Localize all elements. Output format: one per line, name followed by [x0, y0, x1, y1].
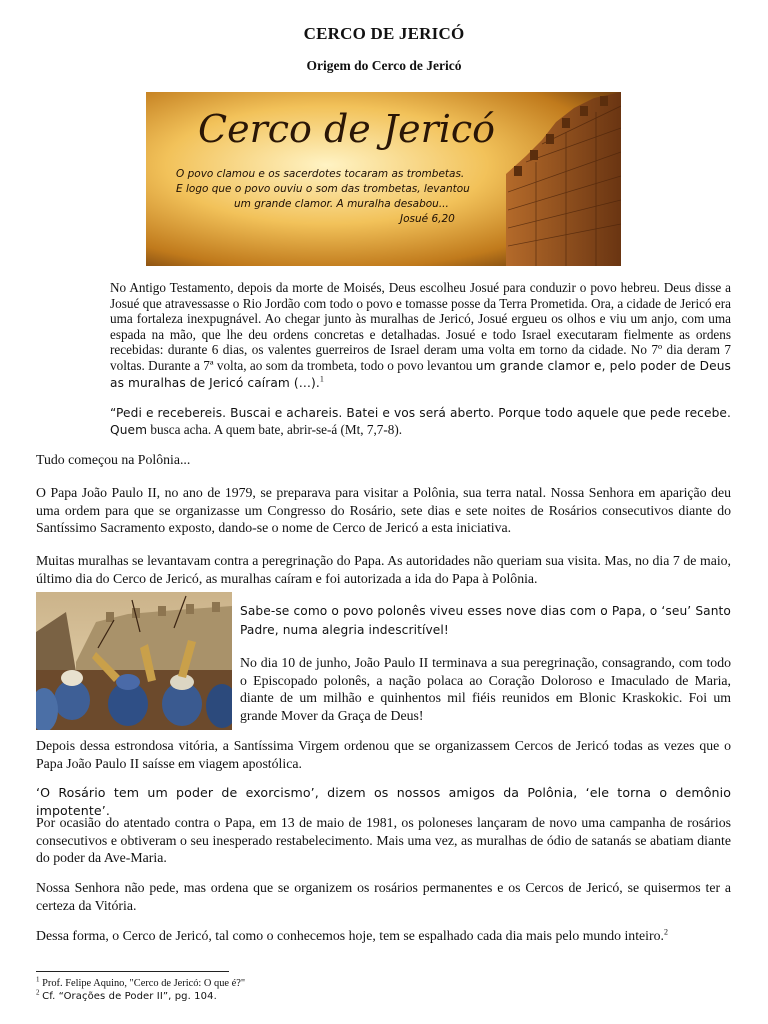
footnote-ref-2: 2: [663, 927, 668, 937]
footnote-rule: [36, 971, 229, 972]
paragraph-atentado: Por ocasião do atentado contra o Papa, em 13 de maio de 1981, os poloneses lançaram de novo uma campanha de rosários consecutivos e obtiveram o seu inesperado restabelecimento. Mais uma vez, as muralhas de ódio de satanás se abatiam diante do poder da Ave-Maria.: [36, 815, 731, 866]
paragraph-sabe-se: Sabe-se como o povo polonês viveu esses nove dias com o Papa, o ‘seu’ Santo Padre, numa alegria indescritível!: [240, 604, 731, 637]
banner-heading: Cerco de Jericó: [198, 107, 496, 151]
intro-handwritten-tail: um grande clamor e, pelo poder de Deus as muralhas de Jericó caíram (…).: [110, 358, 732, 390]
paragraph-ordena: Nossa Senhora não pede, mas ordena que se organizem os rosários permanentes e os Cercos de Jericó, se quisermos ter a certeza da Vitória.: [36, 880, 731, 913]
paragraph-papa: O Papa João Paulo II, no ano de 1979, se preparava para visitar a Polônia, sua terra natal. Nossa Senhora em aparição deu uma ordem para que se organizasse um Congresso do Rosário, sete dias e sete noites de Rosários consecutivos diante do Santíssimo Sacramento exposto, dando-se o nome de Cerco de Jericó a esta iniciativa.: [36, 485, 731, 536]
battle-painting: [36, 592, 232, 730]
paragraph-junho: No dia 10 de junho, João Paulo II terminava a sua peregrinação, consagrando, com todo o Episcopado polonês, a nação polaca ao Coração Doloroso e Imaculado de Maria, diante de um milhão e quinhentos mil fiéis reunidos em Blonic Kraskokic. Foi um grande Mover da Graça de Deus!: [240, 655, 731, 723]
paragraph-final: Dessa forma, o Cerco de Jericó, tal como o conhecemos hoje, tem se espalhado cada dia mais pelo mundo inteiro.$^2$: [36, 927, 668, 943]
paragraph-polonia: Tudo começou na Polônia...: [36, 452, 191, 467]
banner-line2: E logo que o povo ouviu o som das trombetas, levantou: [176, 183, 470, 195]
paragraph-vitoria: Depois dessa estrondosa vitória, a Santíssima Virgem ordenou que se organizassem Cercos de Jericó todas as vezes que o Papa João Paulo II saísse em viagem apostólica.: [36, 738, 731, 771]
banner-image: [146, 92, 621, 266]
document-subtitle: Origem do Cerco de Jericó: [306, 58, 462, 73]
banner-line1: O povo clamou e os sacerdotes tocaram as trombetas.: [176, 168, 465, 180]
document-title: CERCO DE JERICÓ: [303, 24, 465, 43]
paragraph-muralhas: Muitas muralhas se levantavam contra a peregrinação do Papa. As autoridades não queriam sua visita. Mas, no dia 7 de maio, último dia do Cerco de Jericó, as muralhas caíram e foi autorizada a ida do Papa à Polônia.: [36, 553, 731, 586]
footnote-ref-1: 1: [319, 374, 324, 384]
footnote-1: $^1$ Prof. Felipe Aquino, "Cerco de Jericó: O que é?": [36, 975, 246, 989]
banner-line3: um grande clamor. A muralha desabou...: [234, 198, 449, 210]
quote-paragraph: “Pedi e recebereis. Buscai e achareis. Batei e vos será aberto. Porque todo aquele que pede recebe. Quem busca acha. A quem bate, abrir-se-á (Mt, 7,7-8).: [110, 406, 731, 437]
paragraph-rosario: ‘O Rosário tem um poder de exorcismo’, dizem os nossos amigos da Polônia, ‘ele torna o demônio impotente’.: [36, 785, 731, 818]
intro-paragraph: No Antigo Testamento, depois da morte de Moisés, Deus escolheu Josué para conduzir o povo hebreu. Deus disse a Josué que atravessasse o Rio Jordão com todo o povo e tomasse posse da Terra Prometida. Ora, a cidade de Jericó era uma fortaleza inexpugnável. Ao chegar junto às muralhas de Jericó, Josué ergueu os olhos e viu um anjo, com uma espada na mão, que lhe deu ordens concretas e detalhadas. Josué e todo Israel executaram fielmente as ordens recebidas: durante 6 dias, os valentes guerreiros de Israel deram uma volta em torno da cidade. No 7º dia deram 7 voltas. Durante a 7ª volta, ao som da trombeta, todo o povo levantou um grande clamor e, pelo poder de Deus as muralhas de Jericó caíram (…).$^1$: [110, 280, 732, 390]
banner-ref: Josué 6,20: [400, 213, 455, 225]
footnote-2: $^2$ Cf. “Orações de Poder II”, pg. 104.: [36, 988, 217, 1002]
